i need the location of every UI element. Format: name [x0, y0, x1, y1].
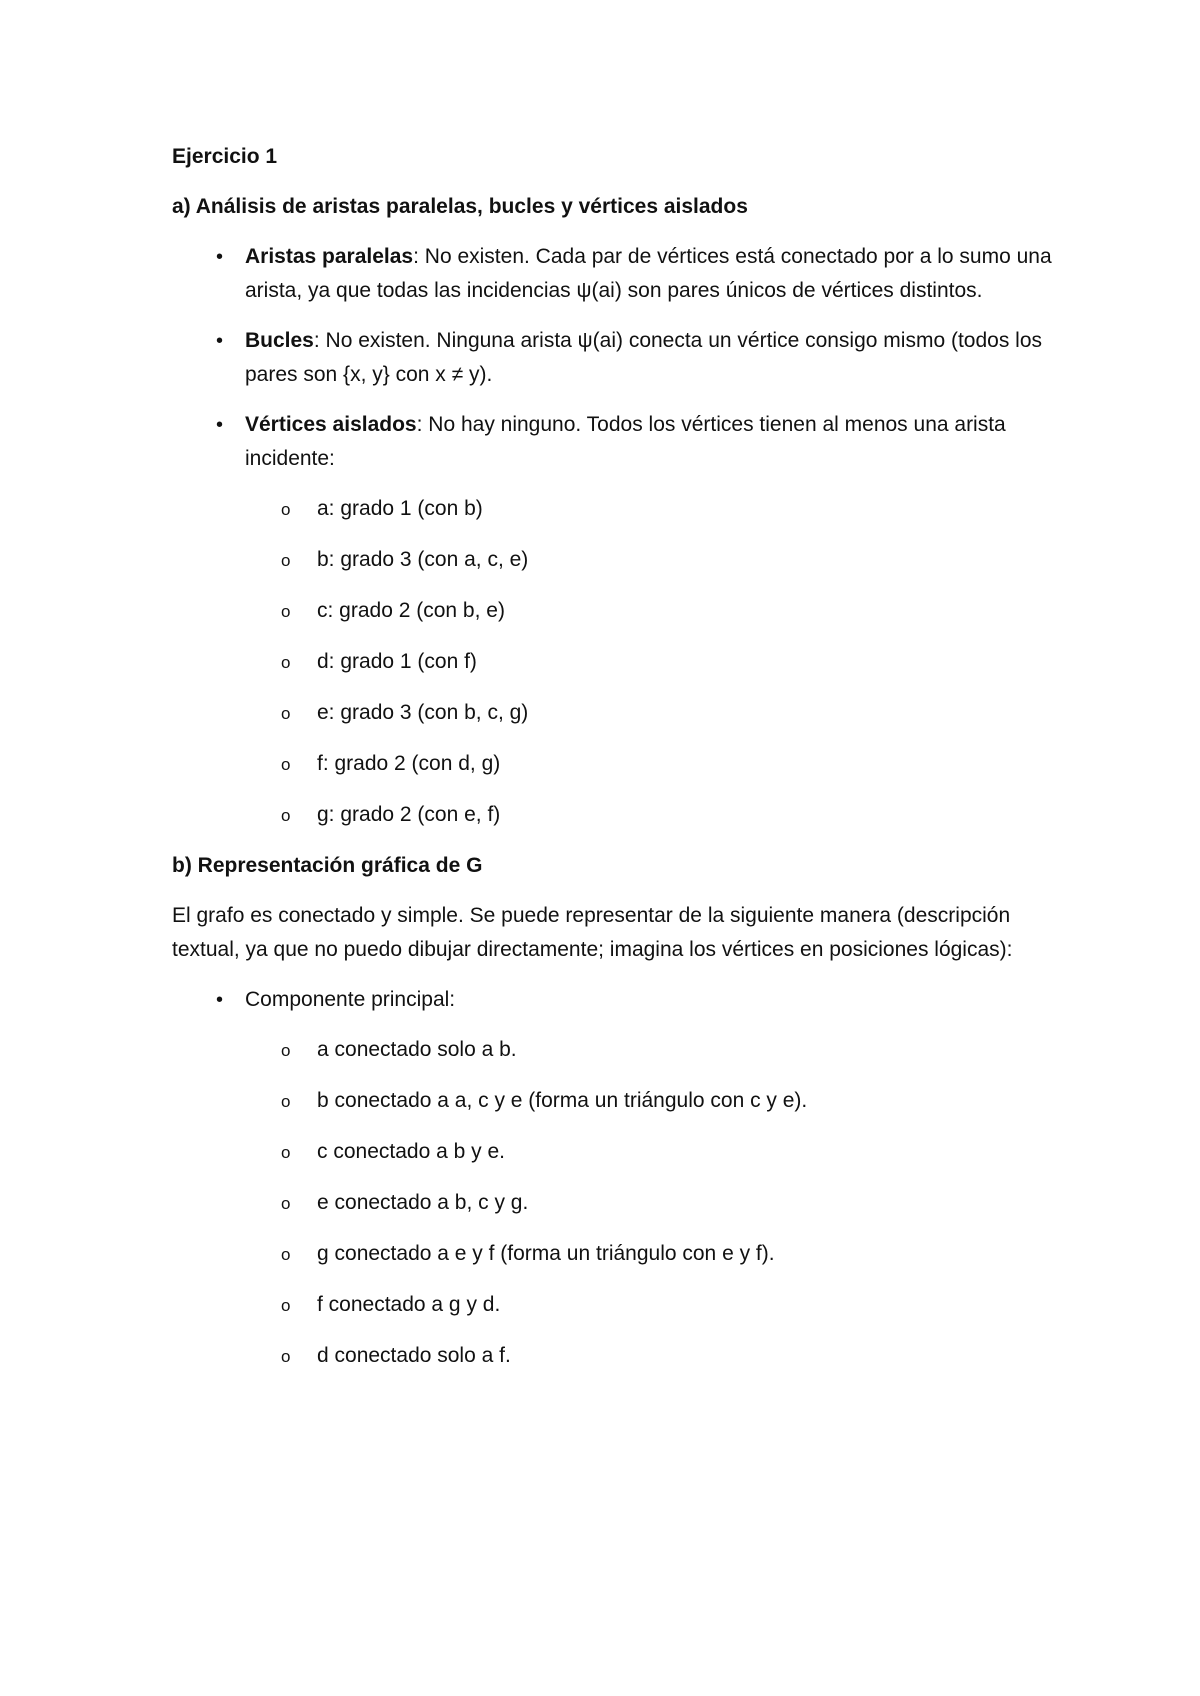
bullet-text: : No existen. Cada par de vértices está conectado por a lo sumo una arista, ya que todas las incidencias ψ(ai) son pares únicos de vértices distintos.: [245, 245, 1052, 302]
connection-item: [172, 1339, 1052, 1373]
connection-item: [172, 1084, 1052, 1118]
sub-marker: o: [281, 653, 291, 672]
document-page: [172, 140, 1052, 1390]
bullet-item: [172, 324, 1052, 392]
bullet-label: Bucles: [245, 329, 314, 352]
degree-text: f: grado 2 (con d, g): [317, 752, 501, 775]
sub-marker: o: [281, 1092, 291, 1111]
degree-text: e: grado 3 (con b, c, g): [317, 701, 529, 724]
bullet-label: Aristas paralelas: [245, 245, 414, 268]
connection-text: c conectado a b y e.: [317, 1140, 505, 1163]
sub-marker: o: [281, 1296, 291, 1315]
connection-text: e conectado a b, c y g.: [317, 1191, 529, 1214]
connection-item: [172, 1288, 1052, 1322]
sub-marker: o: [281, 602, 291, 621]
degree-item: [172, 645, 1052, 679]
connection-item: [172, 1033, 1052, 1067]
bullet-text: : No hay ninguno. Todos los vértices tienen al menos una arista incidente:: [245, 413, 1006, 470]
connection-item: [172, 1237, 1052, 1271]
sub-marker: o: [281, 1245, 291, 1264]
bullet-item: [172, 408, 1052, 476]
section-b-heading: b) Representación gráfica de G: [172, 854, 483, 877]
degree-text: a: grado 1 (con b): [317, 497, 483, 520]
sub-marker: o: [281, 1041, 291, 1060]
degree-text: c: grado 2 (con b, e): [317, 599, 505, 622]
degree-item: [172, 492, 1052, 526]
degree-text: g: grado 2 (con e, f): [317, 803, 501, 826]
bullet-marker: •: [216, 330, 224, 352]
connection-text: d conectado solo a f.: [317, 1344, 511, 1367]
sub-marker: o: [281, 806, 291, 825]
bullet-marker: •: [216, 989, 224, 1011]
bullet-item: [172, 240, 1052, 308]
connection-text: f conectado a g y d.: [317, 1293, 501, 1316]
sub-marker: o: [281, 1143, 291, 1162]
exercise-title: Ejercicio 1: [172, 145, 278, 168]
connection-text: g conectado a e y f (forma un triángulo con e y f).: [317, 1242, 775, 1265]
degree-text: d: grado 1 (con f): [317, 650, 477, 673]
sub-marker: o: [281, 1347, 291, 1366]
bullet-text: : No existen. Ninguna arista ψ(ai) conecta un vértice consigo mismo (todos los pares son {x, y} con x ≠ y).: [245, 329, 1043, 386]
section-b-intro: El grafo es conectado y simple. Se puede representar de la siguiente manera (descripción textual, ya que no puedo dibujar directamente; imagina los vértices en posiciones lógicas):: [172, 904, 1013, 961]
connection-item: [172, 1135, 1052, 1169]
sub-marker: o: [281, 551, 291, 570]
connection-text: b conectado a a, c y e (forma un triángulo con c y e).: [317, 1089, 808, 1112]
sub-marker: o: [281, 1194, 291, 1213]
sub-marker: o: [281, 500, 291, 519]
bullet-item: [172, 983, 1052, 1017]
bullet-text: Componente principal:: [245, 988, 456, 1011]
sub-marker: o: [281, 755, 291, 774]
bullet-label: Vértices aislados: [245, 413, 417, 436]
sub-marker: o: [281, 704, 291, 723]
degree-text: b: grado 3 (con a, c, e): [317, 548, 529, 571]
section-a-heading: a) Análisis de aristas paralelas, bucles y vértices aislados: [172, 195, 748, 218]
connection-text: a conectado solo a b.: [317, 1038, 517, 1061]
connection-item: [172, 1186, 1052, 1220]
degree-item: [172, 747, 1052, 781]
bullet-marker: •: [216, 414, 224, 436]
degree-item: [172, 798, 1052, 832]
degree-item: [172, 594, 1052, 628]
degree-item: [172, 543, 1052, 577]
bullet-marker: •: [216, 246, 224, 268]
degree-item: [172, 696, 1052, 730]
